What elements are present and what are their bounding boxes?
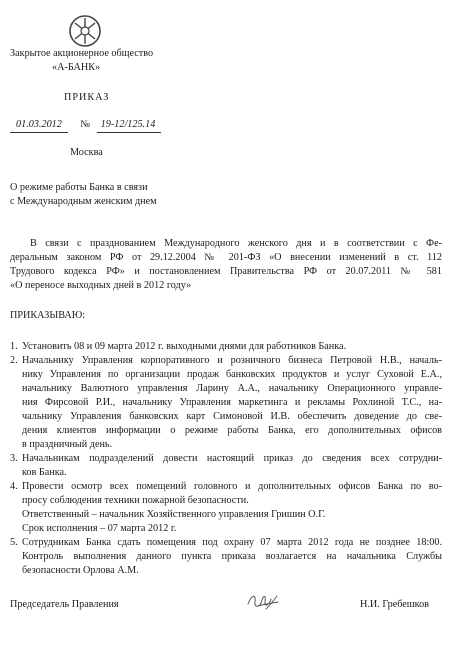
item-line: в праздничный день. [22,439,113,450]
list-item [10,480,442,536]
item-line: начальнику Валютного управления Ларину А.А., начальнику Операционного управле- [22,383,442,394]
order-items [10,340,442,578]
item-line: Начальникам подразделений довести настоящий приказ до сведения всех сотрудни- [22,453,442,464]
preamble [10,237,442,293]
list-item [10,340,442,354]
item-line: чальнику Управления банковских карт Симоновой И.В. обеспечить доведение до све- [22,411,442,422]
signatory-name: Н.И. Гребешков [360,599,429,610]
company-type: Закрытое акционерное общество [10,48,154,59]
item-line: ния Фирсовой Р.И., начальнику Управления маркетинга и рекламы Рохлиной Т.С., на- [22,397,442,408]
item-number: 2. [10,355,18,366]
signatory-position: Председатель Правления [10,599,119,610]
item-number: 3. [10,453,18,464]
item-line: Начальнику Управления корпоративного и розничного бизнеса Петровой Н.В., началь- [22,355,442,366]
signature-icon [246,590,280,612]
order-word: ПРИКАЗЫВАЮ: [10,310,86,321]
preamble-line: «О переносе выходных дней в 2012 году» [10,280,192,291]
bank-logo-icon [68,14,102,48]
list-item [10,536,442,578]
item-line: Срок исполнения – 07 марта 2012 г. [22,523,177,534]
item-line: Сотрудникам Банка сдать помещения под охрану 07 марта 2012 года не позднее 18:00. [22,537,442,548]
city: Москва [70,147,103,158]
item-line: ков Банка. [22,467,67,478]
order-number: 19-12/125.14 [97,118,162,133]
subject-line-1: О режиме работы Банка в связи [10,182,148,193]
preamble-line: деральным законом РФ от 29.12.2004 № 201-ФЗ «О внесении изменений в ст. 112 [10,252,442,263]
preamble-line: В связи с празднованием Международного женского дня и в соответствии с Фе- [30,238,442,249]
company-name: «А-БАНК» [52,62,101,73]
list-item [10,452,442,480]
item-number: 4. [10,481,18,492]
item-line: Установить 08 и 09 марта 2012 г. выходными днями для работников Банка. [22,341,347,352]
item-line: Провести осмотр всех помещений головного и дополнительных офисов Банка по во- [22,481,442,492]
preamble-line: Трудового кодекса РФ» и постановлением Правительства РФ от 20.07.2011 № 581 [10,266,442,277]
item-number: 5. [10,537,18,548]
item-line: дения клиентов информации о режиме работы Банка, его дополнительных офисов [22,425,442,436]
item-line: Ответственный – начальник Хозяйственного управления Гришин О.Г. [22,509,326,520]
order-date-number [10,118,161,133]
item-number: 1. [10,341,18,352]
item-line: нику Управления по организации продаж банковских продуктов и услуг Суховой Е.А., [22,369,442,380]
number-sign: № [80,119,91,130]
item-line: просу соблюдения техники пожарной безопасности. [22,495,249,506]
item-line: Контроль выполнения данного пункта приказа возлагается на начальника Службы [22,551,442,562]
item-line: безопасности Орлова А.М. [22,565,139,576]
subject-line-2: с Международным женским днем [10,196,157,207]
order-date: 01.03.2012 [10,118,68,133]
list-item [10,354,442,452]
document-type: ПРИКАЗ [64,92,110,103]
